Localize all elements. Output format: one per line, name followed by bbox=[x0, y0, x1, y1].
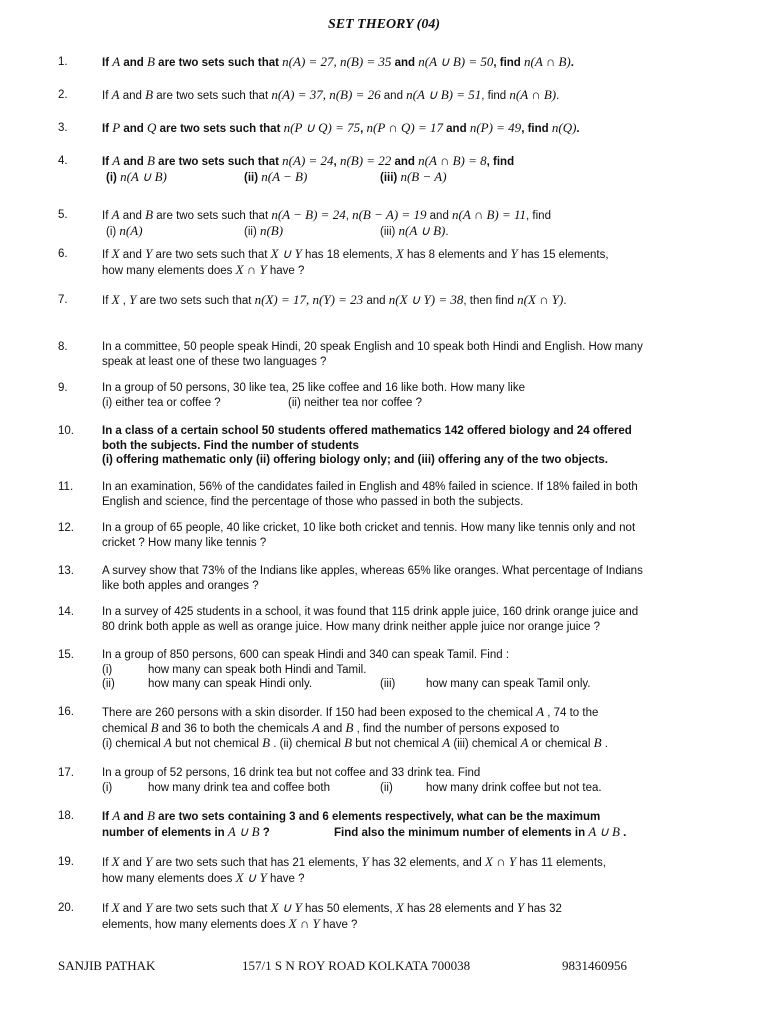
question-text: In a committee, 50 people speak Hindi, 20 speak English and 10 speak both Hindi and English. How many speak at least one of these two languages ? bbox=[102, 341, 643, 368]
math-expression: A bbox=[112, 808, 121, 823]
math-expression: A bbox=[111, 207, 120, 222]
question-number: 20. bbox=[58, 902, 74, 914]
question-text: If A and B are two sets such that n(A) = 27, n(B) = 35 and n(A ∪ B) = 50, find n(A ∩ B). bbox=[102, 54, 574, 69]
math-expression: A bbox=[163, 735, 172, 750]
question-number: 9. bbox=[58, 382, 68, 394]
question-item bbox=[58, 293, 718, 309]
math-expression: X bbox=[395, 246, 404, 261]
math-expression: Y bbox=[145, 900, 153, 915]
question-item bbox=[58, 424, 718, 468]
math-expression: X ∪ Y bbox=[235, 869, 267, 885]
math-expression: A ∪ B bbox=[227, 823, 260, 839]
math-expression: n(A) = 27, n(B) = 35 bbox=[282, 54, 392, 69]
question-text: If A and B are two sets containing 3 and 6 elements respectively, what can be the maximum number of elements in A ∪ B ? Find also the minimum number of elements in A ∪ B . bbox=[102, 808, 627, 839]
question-number: 17. bbox=[58, 767, 74, 779]
math-expression: X ∪ Y bbox=[270, 246, 302, 261]
math-expression: n(A − B) bbox=[261, 168, 308, 184]
question-text: If P and Q are two sets such that n(P ∪ Q) = 75, n(P ∩ Q) = 17 and n(P) = 49, find n(Q). bbox=[102, 120, 580, 135]
math-expression: A bbox=[112, 54, 121, 69]
math-expression: A bbox=[520, 735, 529, 750]
math-expression: A bbox=[536, 704, 545, 719]
question-text: If X , Y are two sets such that n(X) = 17, n(Y) = 23 and n(X ∪ Y) = 38, then find n(X ∩ Y). bbox=[102, 292, 567, 307]
question-number: 7. bbox=[58, 294, 68, 306]
math-expression: B bbox=[147, 153, 155, 168]
question-text: If A and B are two sets such that n(A) = 37, n(B) = 26 and n(A ∪ B) = 51, find n(A ∩ B). bbox=[102, 87, 560, 102]
question-number: 4. bbox=[58, 155, 68, 167]
math-expression: Q bbox=[147, 120, 157, 135]
question-text: If A and B are two sets such that n(A) = 24, n(B) = 22 and n(A ∩ B) = 8, find (i) n(A ∪ B) (ii) n(A − B) (iii) n(B − A) bbox=[102, 153, 515, 184]
question-number: 12. bbox=[58, 522, 74, 534]
question-item bbox=[58, 208, 718, 239]
question-item bbox=[58, 855, 718, 886]
math-expression: n(B) bbox=[259, 222, 284, 238]
math-expression: n(A ∩ B) = 8 bbox=[418, 153, 487, 168]
question-item bbox=[58, 521, 718, 550]
question-number: 14. bbox=[58, 606, 74, 618]
question-text: In a survey of 425 students in a school, it was found that 115 drink apple juice, 160 drink orange juice and 80 drink both apple as well as orange juice. How many drink neither apple juice nor orange juice ? bbox=[102, 606, 639, 633]
question-text: In a group of 50 persons, 30 like tea, 25 like coffee and 16 like both. How many like (i) either tea or coffee ? (ii) neither tea nor coffee ? bbox=[102, 382, 525, 409]
question-text: If X and Y are two sets such that has 21 elements, Y has 32 elements, and X ∩ Y has 11 elements, how many elements does X ∪ Y have ? bbox=[102, 854, 606, 885]
math-expression: X bbox=[395, 900, 404, 915]
math-expression: n(A) bbox=[119, 222, 143, 238]
math-expression: Y bbox=[516, 900, 525, 915]
question-text: In a group of 65 people, 40 like cricket, 10 like both cricket and tennis. How many like tennis only and not cricket ? How many like tennis ? bbox=[102, 522, 636, 549]
math-expression: B bbox=[344, 735, 353, 750]
question-item bbox=[58, 901, 718, 932]
math-expression: Y bbox=[145, 246, 153, 261]
question-text: There are 260 persons with a skin disorder. If 150 had been exposed to the chemical A , 74 to the chemical B and 36 to both the chemicals A and B , find the number of persons exposed to (i) chemical A but not chemical B . (ii) chemical B but not chemical A (iii) chemical A or chemical B . bbox=[102, 704, 608, 750]
question-text: In a group of 52 persons, 16 drink tea but not coffee and 33 drink tea. Find (i) how many drink tea and coffee both (ii) how many drink coffee but not tea. bbox=[102, 767, 602, 794]
math-expression: Y bbox=[361, 854, 369, 869]
question-item bbox=[58, 55, 718, 71]
math-expression: X ∩ Y bbox=[288, 915, 320, 931]
math-expression: X bbox=[111, 900, 120, 915]
question-text: If X and Y are two sets such that X ∪ Y has 50 elements, X has 28 elements and Y has 32 elements, how many elements does X ∩ Y have ? bbox=[102, 900, 562, 931]
math-expression: A bbox=[111, 87, 120, 102]
math-expression: A bbox=[112, 153, 121, 168]
math-expression: X ∩ Y bbox=[235, 261, 267, 277]
math-expression: B bbox=[345, 719, 354, 735]
question-item bbox=[58, 648, 718, 692]
question-number: 15. bbox=[58, 649, 74, 661]
math-expression: n(A ∪ B) = 50 bbox=[418, 54, 494, 69]
math-expression: P bbox=[112, 120, 121, 135]
math-expression: n(A ∪ B) = 51 bbox=[406, 87, 482, 102]
question-item bbox=[58, 705, 718, 752]
math-expression: n(P ∩ Q) = 17 bbox=[366, 120, 443, 135]
math-expression: n(X) = 17, n(Y) = 23 bbox=[254, 292, 364, 307]
math-expression: B bbox=[262, 735, 271, 750]
question-number: 19. bbox=[58, 856, 74, 868]
math-expression: X bbox=[111, 854, 120, 869]
math-expression: B bbox=[145, 87, 154, 102]
question-number: 1. bbox=[58, 56, 68, 68]
question-number: 5. bbox=[58, 209, 68, 221]
math-expression: n(A − B) = 24 bbox=[271, 207, 346, 222]
math-expression: n(X ∩ Y) bbox=[517, 292, 564, 307]
math-expression: n(A ∩ B) bbox=[509, 87, 557, 102]
math-expression: A bbox=[442, 735, 451, 750]
math-expression: X ∪ Y bbox=[270, 900, 302, 915]
question-item bbox=[58, 340, 718, 369]
math-expression: X bbox=[111, 246, 120, 261]
math-expression: X bbox=[111, 292, 120, 307]
question-number: 6. bbox=[58, 248, 68, 260]
math-expression: A bbox=[311, 719, 320, 735]
author-address: 157/1 S N ROY ROAD KOLKATA 700038 bbox=[242, 958, 471, 973]
question-number: 3. bbox=[58, 122, 68, 134]
question-text: If X and Y are two sets such that X ∪ Y has 18 elements, X has 8 elements and Y has 15 elements, how many elements does X ∩ Y have ? bbox=[102, 246, 609, 277]
math-expression: n(B) = 22 bbox=[339, 153, 392, 168]
question-text: If A and B are two sets such that n(A − B) = 24, n(B − A) = 19 and n(A ∩ B) = 11, find (i) n(A) (ii) n(B) (iii) n(A ∪ B). bbox=[102, 207, 551, 238]
question-text: A survey show that 73% of the Indians like apples, whereas 65% like oranges. What percentage of Indians like both apples and oranges ? bbox=[102, 565, 643, 592]
page-title: SET THEORY (04) bbox=[327, 17, 440, 32]
math-expression: n(A) = 37, n(B) = 26 bbox=[271, 87, 381, 102]
math-expression: n(X ∪ Y) = 38 bbox=[388, 292, 464, 307]
question-number: 16. bbox=[58, 706, 74, 718]
math-expression: n(A ∩ B) bbox=[524, 54, 571, 69]
math-expression: B bbox=[147, 808, 155, 823]
question-number: 13. bbox=[58, 565, 74, 577]
math-expression: n(B − A) bbox=[400, 168, 447, 184]
math-expression: n(Q) bbox=[551, 120, 577, 135]
math-expression: B bbox=[150, 719, 159, 735]
math-expression: n(A ∩ B) = 11 bbox=[452, 207, 527, 222]
author-phone: 9831460956 bbox=[562, 958, 627, 973]
math-expression: B bbox=[145, 207, 154, 222]
question-number: 8. bbox=[58, 341, 68, 353]
question-item bbox=[58, 809, 718, 840]
question-item bbox=[58, 154, 718, 185]
math-expression: n(A ∪ B) bbox=[120, 168, 167, 184]
question-item bbox=[58, 247, 718, 278]
math-expression: Y bbox=[510, 246, 518, 261]
question-text: In a group of 850 persons, 600 can speak Hindi and 340 can speak Tamil. Find : (i) how many can speak both Hindi and Tamil. (ii) how many can speak Hindi only. (iii) how many can speak Tamil only. bbox=[102, 649, 591, 690]
question-item bbox=[58, 480, 718, 509]
question-text: In an examination, 56% of the candidates failed in English and 48% failed in science. If 18% failed in both English and science, find the percentage of those who passed in both the subjects. bbox=[102, 481, 638, 508]
question-number: 11. bbox=[58, 481, 74, 493]
question-number: 10. bbox=[58, 425, 74, 437]
question-item bbox=[58, 88, 718, 104]
math-expression: B bbox=[147, 54, 155, 69]
math-expression: Y bbox=[129, 292, 137, 307]
math-expression: A ∪ B bbox=[588, 823, 620, 839]
math-expression: n(A) = 24 bbox=[282, 153, 334, 168]
question-item bbox=[58, 381, 718, 410]
question-number: 18. bbox=[58, 810, 74, 822]
math-expression: n(P ∪ Q) = 75 bbox=[283, 120, 361, 135]
question-text: In a class of a certain school 50 students offered mathematics 142 offered biology and 24 offered both the subjects. Find the number of students (i) offering mathematic only (ii) offering biology only; and (iii) offering any of the two objects. bbox=[102, 425, 632, 466]
question-item bbox=[58, 121, 718, 137]
question-number: 2. bbox=[58, 89, 68, 101]
question-item bbox=[58, 564, 718, 593]
math-expression: n(A ∪ B) bbox=[398, 222, 446, 238]
question-item bbox=[58, 605, 718, 634]
math-expression: Y bbox=[145, 854, 153, 869]
author-name: SANJIB PATHAK bbox=[58, 958, 156, 973]
math-expression: X ∩ Y bbox=[484, 854, 517, 869]
math-expression: n(B − A) = 19 bbox=[352, 207, 427, 222]
question-item bbox=[58, 766, 718, 795]
math-expression: B bbox=[593, 735, 602, 750]
math-expression: n(P) = 49 bbox=[469, 120, 522, 135]
